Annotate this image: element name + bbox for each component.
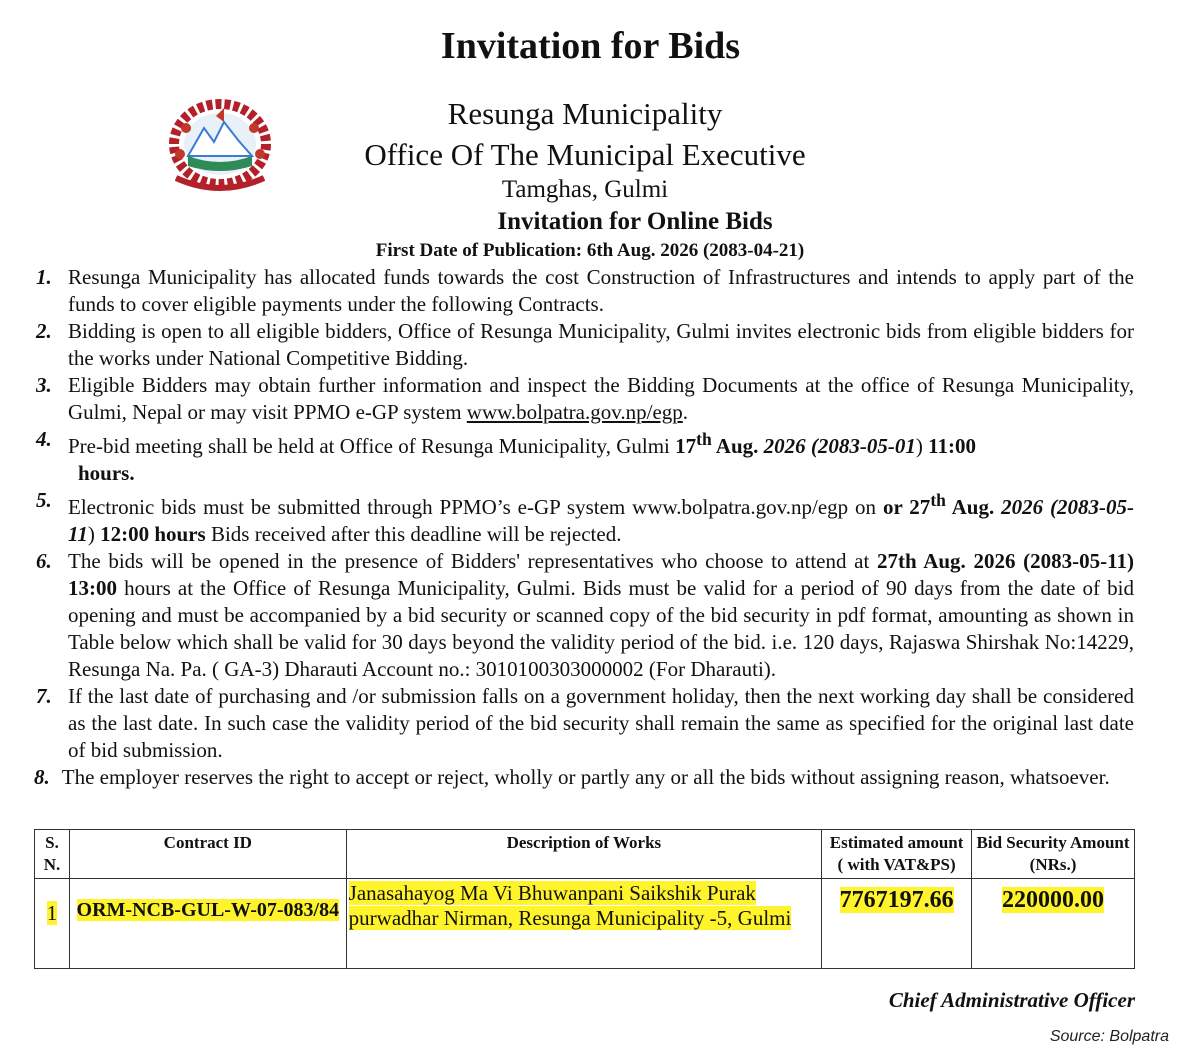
notice-body bbox=[34, 264, 1134, 791]
document-title: Invitation for Bids bbox=[440, 25, 741, 67]
item-number: 2. bbox=[36, 319, 52, 343]
submission-year: 2026 (2083-05-11 bbox=[68, 495, 1135, 546]
header-office: Office Of The Municipal Executive bbox=[364, 137, 806, 172]
cell-bid-security: 220000.00 bbox=[1002, 887, 1105, 913]
item-number: 8. bbox=[34, 765, 50, 789]
list-item bbox=[34, 426, 1134, 487]
item-number: 7. bbox=[36, 684, 52, 708]
list-item bbox=[34, 487, 1134, 548]
prebid-date: 17 bbox=[675, 434, 697, 458]
table-row bbox=[35, 879, 1135, 969]
header-estimated-amount: Estimated amount ( with VAT&PS) bbox=[822, 830, 972, 879]
header-subtitle: Invitation for Online Bids bbox=[497, 208, 773, 235]
prebid-hours: hours. bbox=[78, 461, 135, 485]
prebid-year: 2026 (2083-05-01 bbox=[763, 434, 916, 458]
list-item bbox=[34, 548, 1134, 683]
item-text: The employer reserves the right to accept or reject, wholly or partly any or all the bids without assigning reason, whatsoever. bbox=[61, 765, 1110, 789]
item-text: ) bbox=[87, 522, 101, 546]
list-item bbox=[34, 264, 1134, 318]
header-sn: S. N. bbox=[35, 830, 70, 879]
egp-link[interactable]: www.bolpatra.gov.np/egp bbox=[466, 400, 683, 424]
item-text: Electronic bids must be submitted through PPMO’s e-GP system www.bolpatra.gov.np/egp on bbox=[68, 495, 883, 519]
submission-time: 12:00 hours bbox=[100, 522, 206, 546]
list-item bbox=[34, 764, 1134, 791]
publication-date: First Date of Publication: 6th Aug. 2026 (2083-04-21) bbox=[375, 240, 805, 261]
list-item bbox=[34, 318, 1134, 372]
list-item bbox=[34, 683, 1134, 764]
item-text: Bids received after this deadline will be rejected. bbox=[205, 522, 622, 546]
prebid-month: Aug. bbox=[711, 434, 764, 458]
date-suffix: th bbox=[696, 429, 712, 449]
item-number: 4. bbox=[36, 427, 52, 451]
cell-estimated-amount: 7767197.66 bbox=[839, 887, 954, 913]
item-number: 5. bbox=[36, 488, 52, 512]
cell-contract-id: ORM-NCB-GUL-W-07-083/84 bbox=[76, 899, 340, 921]
nepal-government-emblem-icon bbox=[166, 98, 274, 194]
submission-date: or 27 bbox=[882, 495, 931, 519]
signature: Chief Administrative Officer bbox=[888, 988, 1135, 1012]
item-text: Pre-bid meeting shall be held at Office of Resunga Municipality, Gulmi bbox=[68, 434, 676, 458]
item-text: hours at the Office of Resunga Municipality, Gulmi. Bids must be valid for a period of 90 days from the date of bid opening and must be accompanied by a bid security or scanned copy of the bid security in pdf format, amounting as shown in Table below which shall be valid for 30 days beyond the validity period of the bid. i.e. 120 days, Rajaswa Shirshak No:14229, Resunga Na. Pa. ( GA-3) Dharauti Account no.: 3010100303000002 (For Dharauti). bbox=[68, 576, 1134, 681]
header-location: Tamghas, Gulmi bbox=[501, 176, 669, 203]
item-text: If the last date of purchasing and /or submission falls on a government holiday, then the next working day shall be considered as the last date. In such case the validity period of the bid security shall remain the same as specified for the original last date of bid submission. bbox=[68, 684, 1134, 762]
submission-month: Aug. bbox=[945, 495, 995, 519]
item-text: ) bbox=[915, 434, 929, 458]
date-suffix: th bbox=[930, 490, 946, 510]
table-header-row bbox=[35, 830, 1135, 879]
header-contract-id: Contract ID bbox=[69, 830, 346, 879]
list-item bbox=[34, 372, 1134, 426]
item-text: The bids will be opened in the presence of Bidders' representatives who choose to attend at bbox=[68, 549, 877, 573]
header-municipality: Resunga Municipality bbox=[447, 96, 723, 131]
item-text: Resunga Municipality has allocated funds towards the cost Construction of Infrastructures and intends to apply part of the funds to cover eligible payments under the following Contracts. bbox=[68, 265, 1134, 316]
header-description: Description of Works bbox=[346, 830, 821, 879]
item-number: 3. bbox=[36, 373, 52, 397]
item-text: Eligible Bidders may obtain further information and inspect the Bidding Documents at the office of Resunga Municipality, Gulmi, Nepal or may visit PPMO e-GP system bbox=[68, 373, 1134, 424]
opening-date: 27th Aug. 2026 (2083-05-11) 13:00 bbox=[68, 549, 1134, 600]
cell-description: Janasahayog Ma Vi Bhuwanpani Saikshik Purak purwadhar Nirman, Resunga Municipality -5, Gulmi bbox=[348, 881, 792, 930]
prebid-time: 11:00 bbox=[928, 434, 976, 458]
item-text: Bidding is open to all eligible bidders, Office of Resunga Municipality, Gulmi invites electronic bids from eligible bidders for the works under National Competitive Bidding. bbox=[68, 319, 1134, 370]
cell-sn: 1 bbox=[46, 901, 58, 925]
source-credit: Source: Bolpatra bbox=[1049, 1028, 1169, 1045]
item-text: . bbox=[682, 400, 689, 424]
item-number: 1. bbox=[36, 265, 52, 289]
contracts-table bbox=[34, 829, 1135, 969]
header-bid-security: Bid Security Amount (NRs.) bbox=[972, 830, 1135, 879]
item-number: 6. bbox=[36, 549, 52, 573]
